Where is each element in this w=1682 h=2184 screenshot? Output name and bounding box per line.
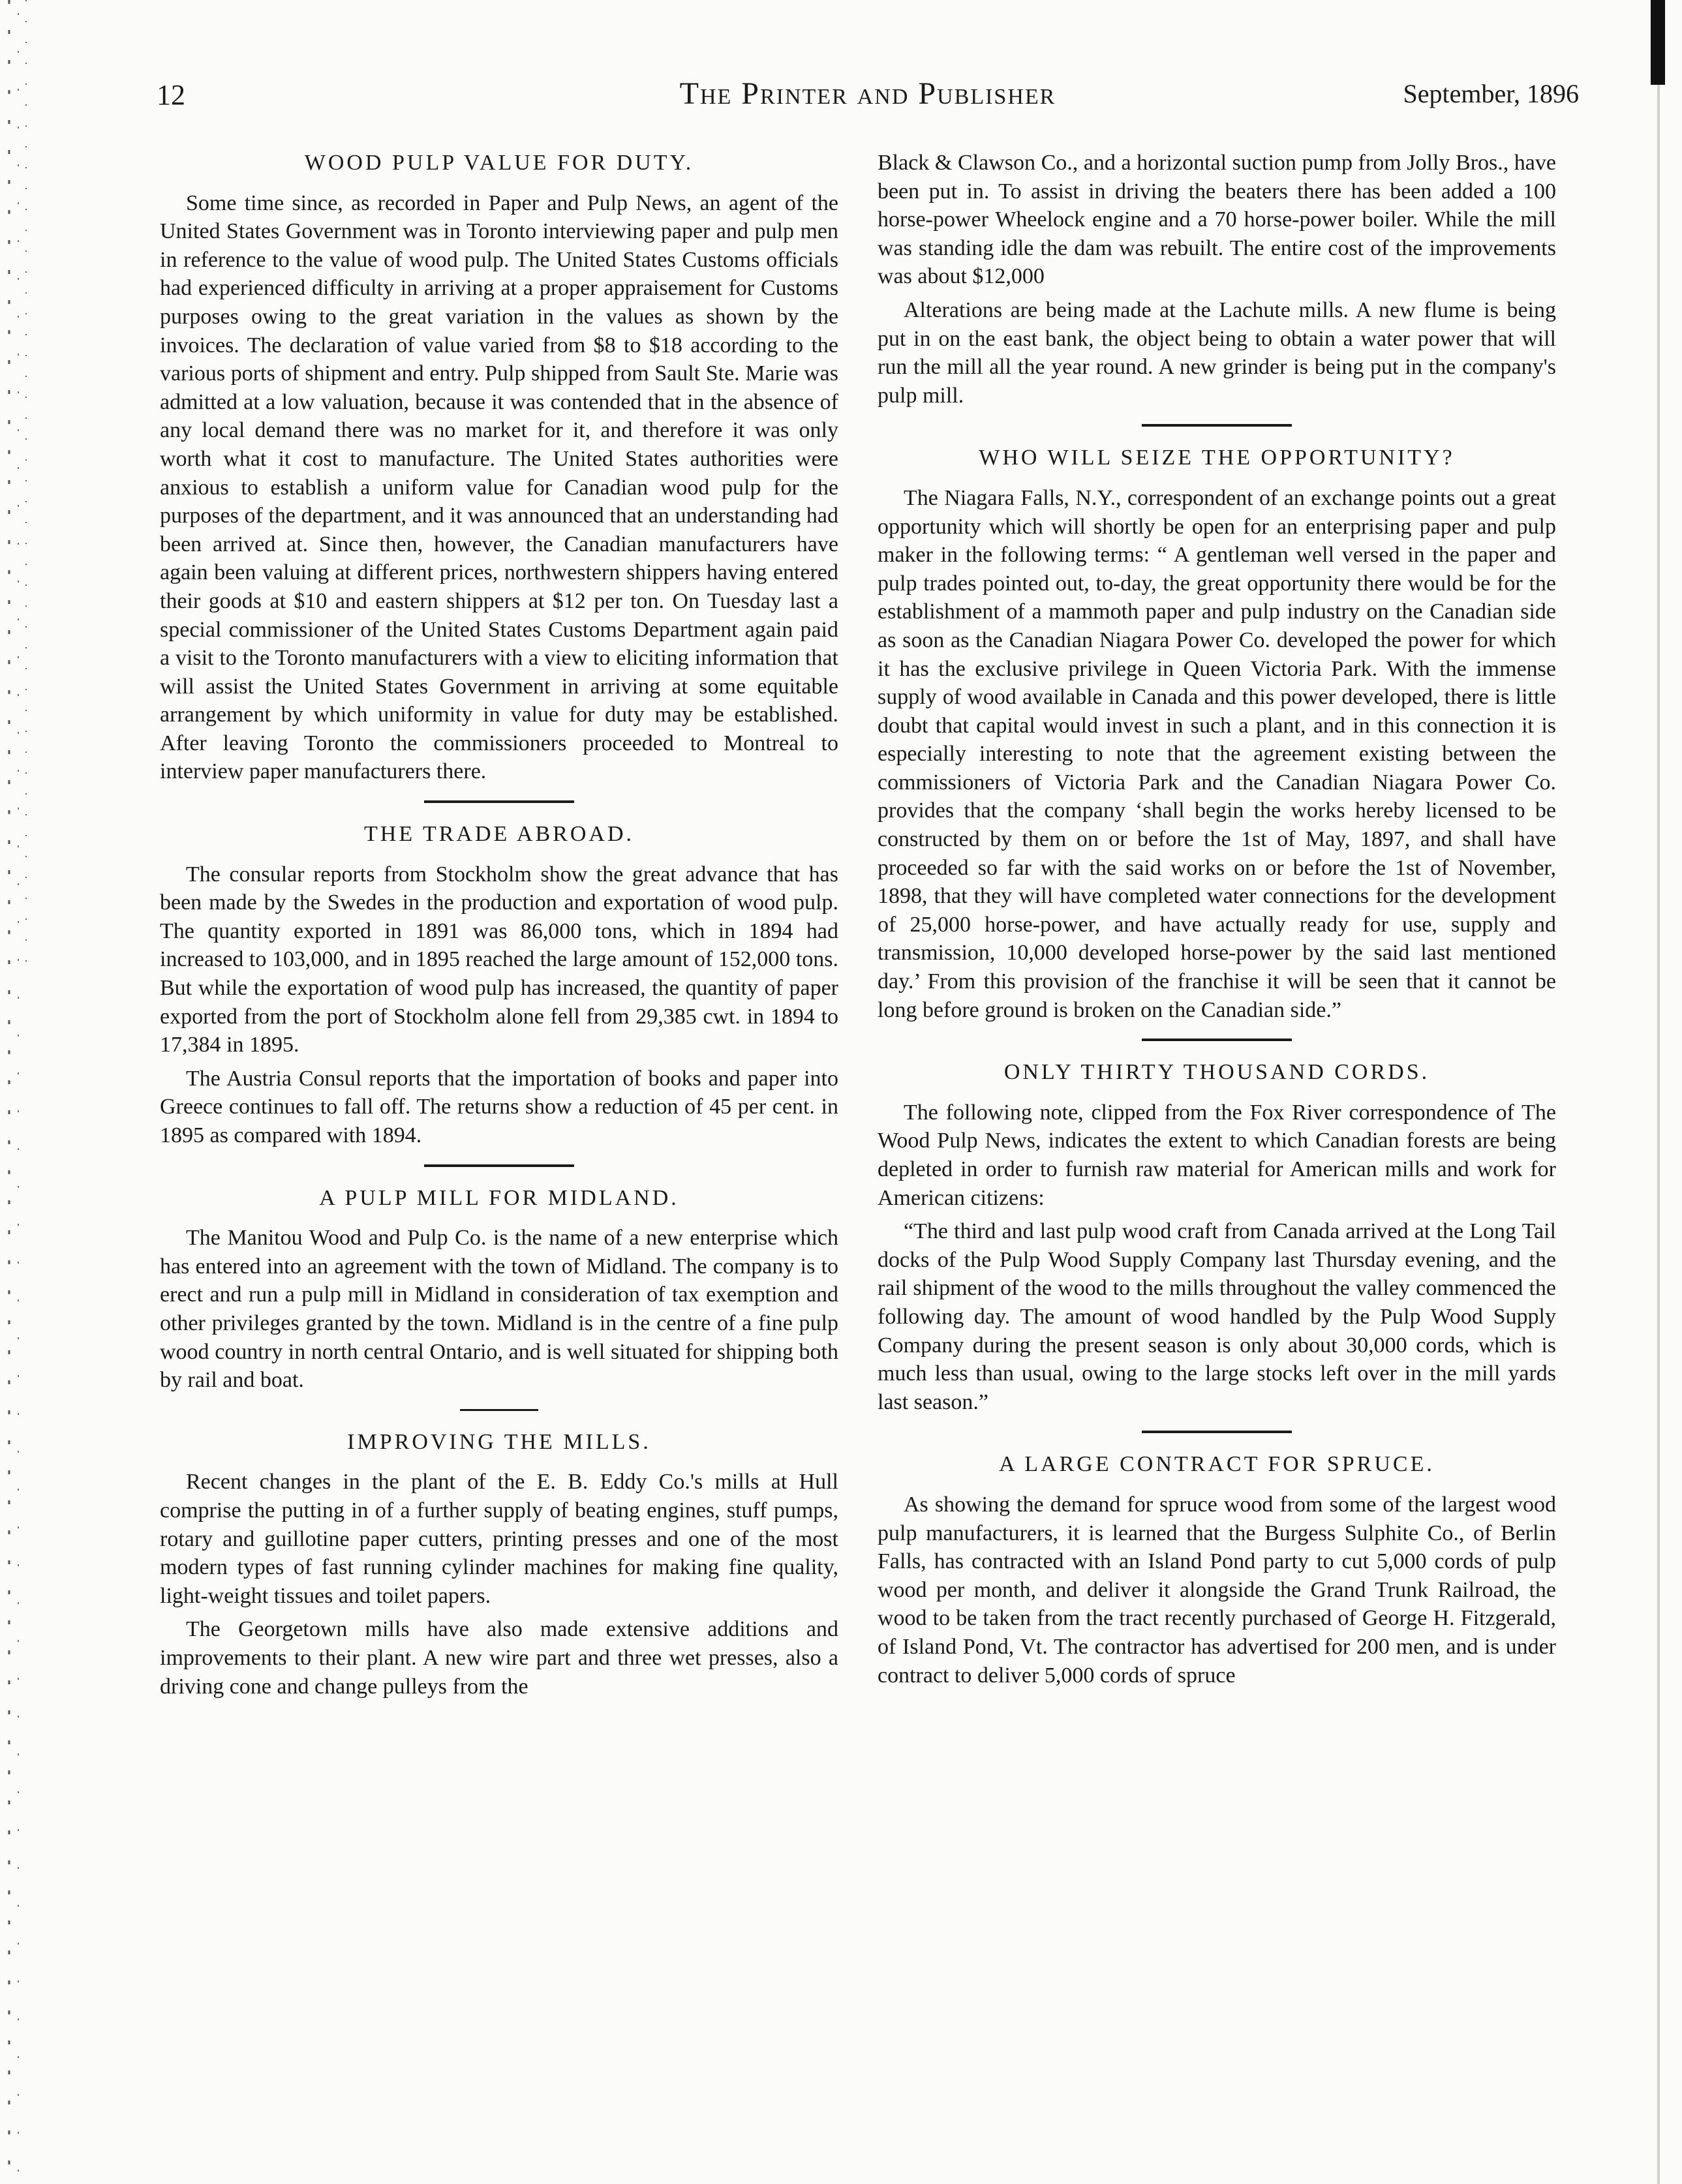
section-divider	[424, 800, 574, 803]
article-paragraph: Black & Clawson Co., and a horizontal suction pump from Jolly Bros., have been put in. To assist in driving the beaters there has been added a 100 horse-power Wheelock engine and a 70 horse-power boiler. While the mill was standing idle the dam was rebuilt. The entire cost of the improvements was about $12,000	[878, 151, 1556, 289]
article-paragraph: Alterations are being made at the Lachute mills. A new flume is being put in on the east bank, the object being to obtain a water power that will run the mill all the year round. A new grinder is being put in the company's pulp mill.	[878, 297, 1556, 408]
section-divider	[424, 1164, 574, 1167]
section-divider	[460, 1409, 538, 1411]
page-header	[157, 73, 1579, 125]
right-column	[878, 149, 1556, 1695]
issue-date: September, 1896	[1403, 79, 1579, 108]
article-title: WOOD PULP VALUE FOR DUTY.	[304, 151, 694, 175]
left-column	[160, 149, 838, 1706]
publication-title: The Printer and Publisher	[679, 76, 1056, 111]
article-paragraph: The Georgetown mills have also made extensive additions and improvements to their plant. A new wire part and three wet presses, also a driving cone and change pulleys from the	[160, 1617, 838, 1699]
right-edge-shadow	[1638, 0, 1682, 2184]
section-divider	[1142, 1039, 1292, 1041]
article-title: A LARGE CONTRACT FOR SPRUCE.	[999, 1452, 1435, 1477]
section-divider	[1142, 1431, 1292, 1433]
section-divider	[1142, 424, 1292, 427]
page-number: 12	[157, 79, 185, 111]
article-paragraph: The Niagara Falls, N.Y., correspondent of an exchange points out a great opportunity which will shortly be open for an enterprising paper and pulp maker in the following terms: “ A gentleman well versed in the paper and pulp trades pointed out, to-day, the great opportunity there would be for the establishment of a mammoth paper and pulp industry on the Canadian side as soon as the Canadian Niagara Power Co. developed the power for which it has the exclusive privilege in Queen Victoria Park. With the immense supply of wood available in Canada and this power developed, there is little doubt that capital would invest in such a plant, and in this connection it is especially interesting to note that the agreement existing between the commissioners of Victoria Park and the Canadian Niagara Power Co. provides that the company ‘shall begin the works hereby licensed to be constructed by them on or before the 1st of May, 1897, and shall have proceeded so far with the said works on or before the 1st of November, 1898, that they will have completed water connections for the development of 25,000 horse-power, and have actually ready for use, supply and transmission, 10,000 developed horse-power by the said last mentioned day.’ From this provision of the franchise it will be seen that it cannot be long before ground is broken on the Canadian side.”	[878, 485, 1556, 1022]
article-paragraph: The consular reports from Stockholm show the great advance that has been made by the Swedes in the production and exportation of wood pulp. The quantity exported in 1891 was 86,000 tons, which in 1894 had increased to 103,000, and in 1895 reached the large amount of 152,000 tons. But while the exportation of wood pulp has increased, the quantity of paper exported from the port of Stockholm alone fell from 29,385 cwt. in 1894 to 17,384 in 1895.	[160, 862, 838, 1057]
article-title: WHO WILL SEIZE THE OPPORTUNITY?	[979, 446, 1455, 470]
article-title: IMPROVING THE MILLS.	[347, 1429, 651, 1454]
article-paragraph: Some time since, as recorded in Paper and Pulp News, an agent of the United States Government was in Toronto interviewing paper and pulp men in reference to the value of wood pulp. The United States Customs officials had experienced difficulty in arriving at a proper appraisement for Customs purposes owing to the great variation in the values as shown by the invoices. The declaration of value varied from $8 to $18 according to the various ports of shipment and entry. Pulp shipped from Sault Ste. Marie was admitted at a low valuation, because it was contended that in the absence of any local demand there was no market for it, and therefore it was only worth what it cost to manufacture. The United States authorities were anxious to establish a uniform value for Canadian wood pulp for the purposes of the department, and it was announced that an understanding had been arrived at. Since then, however, the Canadian manufacturers have again been valuing at different prices, northwestern shippers having entered their goods at $10 and eastern shippers at $12 per ton. On Tuesday last a special commissioner of the United States Customs Department again paid a visit to the Toronto manufacturers with a view to eliciting information that will assist the United States Government in arriving at some equitable arrangement by which uniformity in value for duty may be established. After leaving Toronto the commissioners proceeded to Montreal to interview paper manufacturers there.	[160, 190, 838, 784]
article-paragraph: The following note, clipped from the Fox River correspondence of The Wood Pulp News, indicates the extent to which Canadian forests are being depleted in order to furnish raw material for American mills and work for American citizens:	[878, 1100, 1556, 1210]
article-paragraph: As showing the demand for spruce wood from some of the largest wood pulp manufacturers, it is learned that the Burgess Sulphite Co., of Berlin Falls, has contracted with an Island Pond party to cut 5,000 cords of pulp wood per month, and deliver it alongside the Grand Trunk Railroad, the wood to be taken from the tract recently purchased of George H. Fitzgerald, of Island Pond, Vt. The contractor has advertised for 200 men, and is under contract to deliver 5,000 cords of spruce	[878, 1492, 1556, 1688]
article-paragraph: The Manitou Wood and Pulp Co. is the name of a new enterprise which has entered into an agreement with the town of Midland. The company is to erect and run a pulp mill in Midland in consideration of tax exemption and other privileges granted by the town. Midland is in the centre of a fine pulp wood country in north central Ontario, and is well situated for shipping both by rail and boat.	[160, 1226, 838, 1393]
article-paragraph: Recent changes in the plant of the E. B. Eddy Co.'s mills at Hull comprise the putting in of a further supply of beating engines, stuff pumps, rotary and guillotine paper cutters, printing presses and one of the most modern types of fast running cylinder machines for making fine quality, light-weight tissues and toilet papers.	[160, 1470, 838, 1608]
article-title: A PULP MILL FOR MIDLAND.	[319, 1185, 679, 1210]
article-paragraph: “The third and last pulp wood craft from Canada arrived at the Long Tail docks of the Pulp Wood Supply Company last Thursday evening, and the rail shipment of the wood to the mills throughout the valley commenced the following day. The amount of wood handled by the Pulp Wood Supply Company during the present season is only about 30,000 cords, which is much less than usual, owing to the large stocks left over in the mill yards last season.”	[878, 1219, 1556, 1414]
binding-edge-marks	[0, 0, 39, 2184]
article-title: THE TRADE ABROAD.	[364, 822, 634, 847]
article-title: ONLY THIRTY THOUSAND CORDS.	[1003, 1060, 1430, 1085]
article-paragraph: The Austria Consul reports that the importation of books and paper into Greece continues to fall off. The returns show a reduction of 45 per cent. in 1895 as compared with 1894.	[160, 1066, 838, 1147]
